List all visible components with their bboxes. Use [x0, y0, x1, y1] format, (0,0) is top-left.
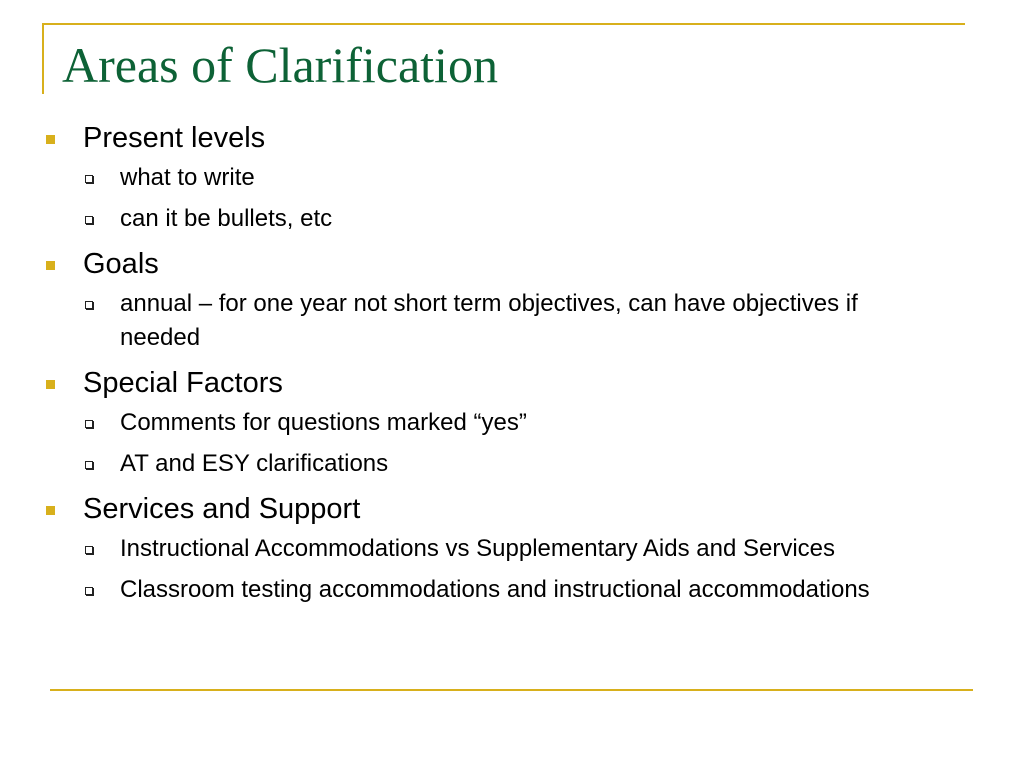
section-special-factors: [46, 363, 946, 403]
sub-item: [46, 532, 880, 566]
section-present-levels: [46, 118, 946, 158]
slide-content: [46, 118, 946, 615]
sub-item: [46, 573, 880, 607]
sub-list: [46, 406, 946, 481]
square-bullet-icon: [46, 380, 55, 389]
slide-title: Areas of Clarification: [62, 37, 498, 93]
hollow-square-bullet-icon: [85, 461, 93, 469]
section-label: Present levels: [83, 122, 266, 154]
hollow-square-bullet-icon: [85, 216, 93, 224]
section-label: Services and Support: [83, 493, 361, 525]
sub-item: [46, 406, 880, 440]
hollow-square-bullet-icon: [85, 420, 93, 428]
section-services-and-support: [46, 489, 946, 529]
sub-item-text: Instructional Accommodations vs Supplementary Aids and Services: [120, 535, 836, 562]
hollow-square-bullet-icon: [85, 587, 93, 595]
square-bullet-icon: [46, 506, 55, 515]
sub-item-text: what to write: [120, 164, 255, 191]
sub-item: [46, 161, 880, 195]
sub-item: [46, 287, 880, 355]
square-bullet-icon: [46, 135, 55, 144]
frame-top-rule: [42, 23, 965, 25]
square-bullet-icon: [46, 261, 55, 270]
sub-item-text: can it be bullets, etc: [120, 205, 333, 232]
sub-item-text: Classroom testing accommodations and instructional accommodations: [120, 576, 870, 603]
section-label: Special Factors: [83, 367, 283, 399]
sub-list: [46, 287, 946, 355]
sub-item: [46, 202, 880, 236]
section-goals: [46, 244, 946, 284]
sub-item: [46, 447, 880, 481]
hollow-square-bullet-icon: [85, 301, 93, 309]
frame-left-rule: [42, 23, 44, 94]
frame-bottom-rule: [50, 689, 973, 691]
hollow-square-bullet-icon: [85, 175, 93, 183]
sub-list: [46, 161, 946, 236]
section-label: Goals: [83, 248, 159, 280]
sub-item-text: AT and ESY clarifications: [120, 450, 389, 477]
sub-list: [46, 532, 946, 607]
sub-item-text: Comments for questions marked “yes”: [120, 409, 527, 436]
hollow-square-bullet-icon: [85, 546, 93, 554]
sub-item-text: annual – for one year not short term objectives, can have objectives if needed: [120, 290, 858, 351]
